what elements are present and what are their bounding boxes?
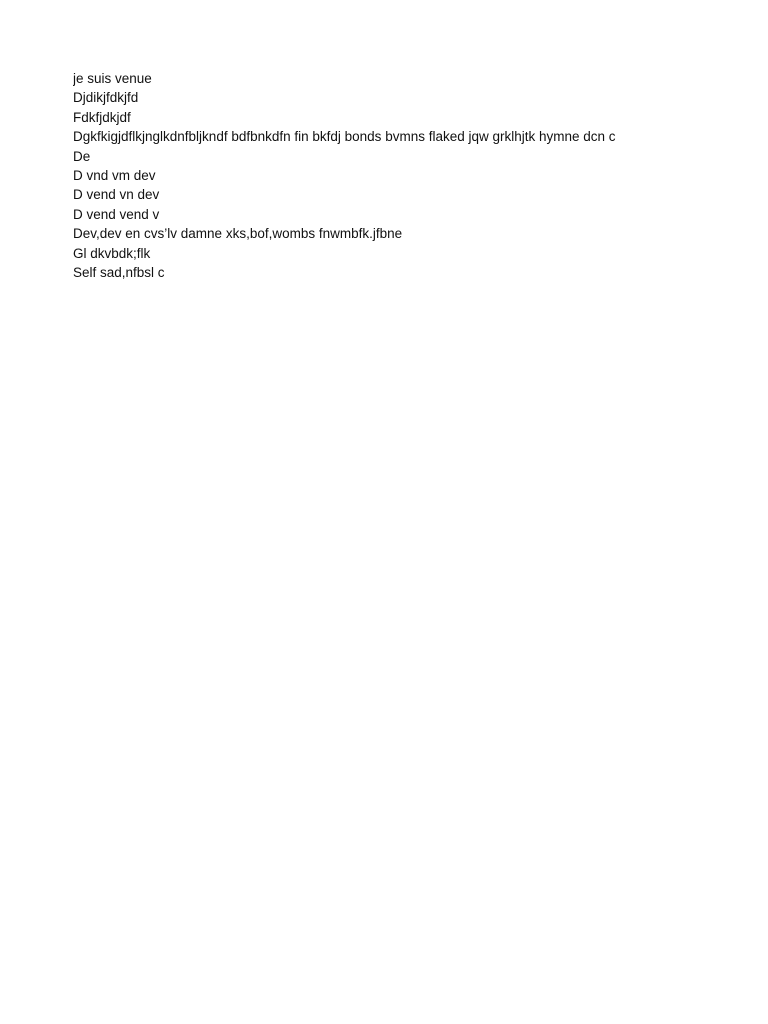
text-line: je suis venue [73,71,152,86]
text-line: D vnd vm dev [73,167,156,183]
text-line: De [73,148,91,164]
text-line: Fdkfjdkjdf [73,109,131,125]
text-line: D vend vend v [73,206,160,222]
text-line: Gl dkvbdk;flk [73,245,151,261]
text-line: D vend vn dev [73,187,160,203]
text-line: Self sad,nfbsl c [73,264,165,280]
document-body [73,69,753,282]
text-line: Dgkfkigjdflkjnglkdnfbljkndf bdfbnkdfn fin bkfdj bonds bvmns flaked jqw grklhjtk hymne dcn c [73,129,616,145]
text-line: Dev,dev en cvs’lv damne xks,bof,wombs fnwmbfk.jfbne [73,226,403,242]
text-line: Djdikjfdkjfd [73,90,139,106]
